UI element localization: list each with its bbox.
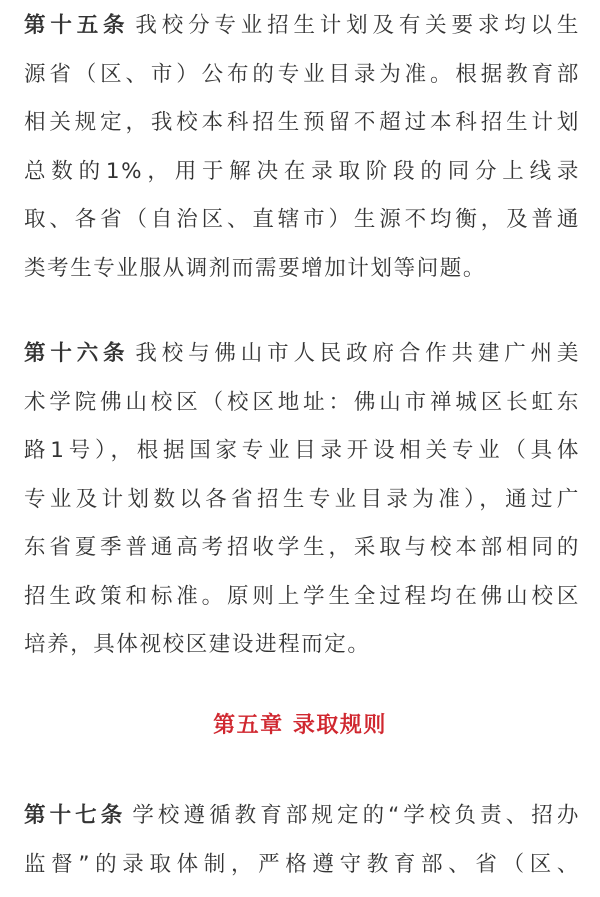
- article-16: [24, 330, 580, 670]
- article-17-label: 第十七条: [24, 803, 127, 828]
- article-16-text-1: 我校与佛山市人民政府合作共建广州美: [135, 341, 581, 366]
- article-17-text-1: 学校遵循教育部规定的“学校负责、招办: [132, 803, 580, 828]
- article-15-line-1: [24, 2, 580, 51]
- article-16-line-3: 路1号），根据国家专业目录开设相关专业（具体: [24, 438, 580, 463]
- article-16-line-2: 术学院佛山校区（校区地址：佛山市禅城区长虹东: [24, 389, 580, 415]
- article-15-line-6: 类考生专业服从调剂而需要增加计划等问题。: [24, 255, 487, 281]
- article-15-line-3: 相关规定，我校本科招生预留不超过本科招生计划: [24, 110, 580, 135]
- article-16-line-1: [24, 330, 580, 379]
- article-16-label: 第十六条: [24, 341, 130, 366]
- article-16-line-4: 专业及计划数以各省招生专业目录为准），通过广: [24, 486, 580, 512]
- article-15-line-5: 取、各省（自治区、直辖市）生源不均衡，及普通: [24, 207, 580, 232]
- article-17: [24, 792, 580, 889]
- article-16-line-5: 东省夏季普通高考招收学生，采取与校本部相同的: [24, 535, 580, 560]
- article-15: [24, 2, 580, 293]
- chapter-heading: 第五章 录取规则: [213, 713, 387, 738]
- article-17-line-2: 监督”的录取体制，严格遵守教育部、省（区、: [24, 851, 580, 877]
- article-17-line-1: [24, 792, 580, 841]
- article-15-text-1: 我校分专业招生计划及有关要求均以生: [135, 13, 581, 38]
- article-16-line-7: 培养，具体视校区建设进程而定。: [24, 632, 371, 657]
- article-15-line-4: 总数的1%，用于解决在录取阶段的同分上线录: [24, 158, 580, 184]
- article-16-line-6: 招生政策和标准。原则上学生全过程均在佛山校区: [24, 583, 580, 609]
- article-15-line-2: 源省（区、市）公布的专业目录为准。根据教育部: [24, 61, 580, 87]
- article-15-label: 第十五条: [24, 13, 130, 38]
